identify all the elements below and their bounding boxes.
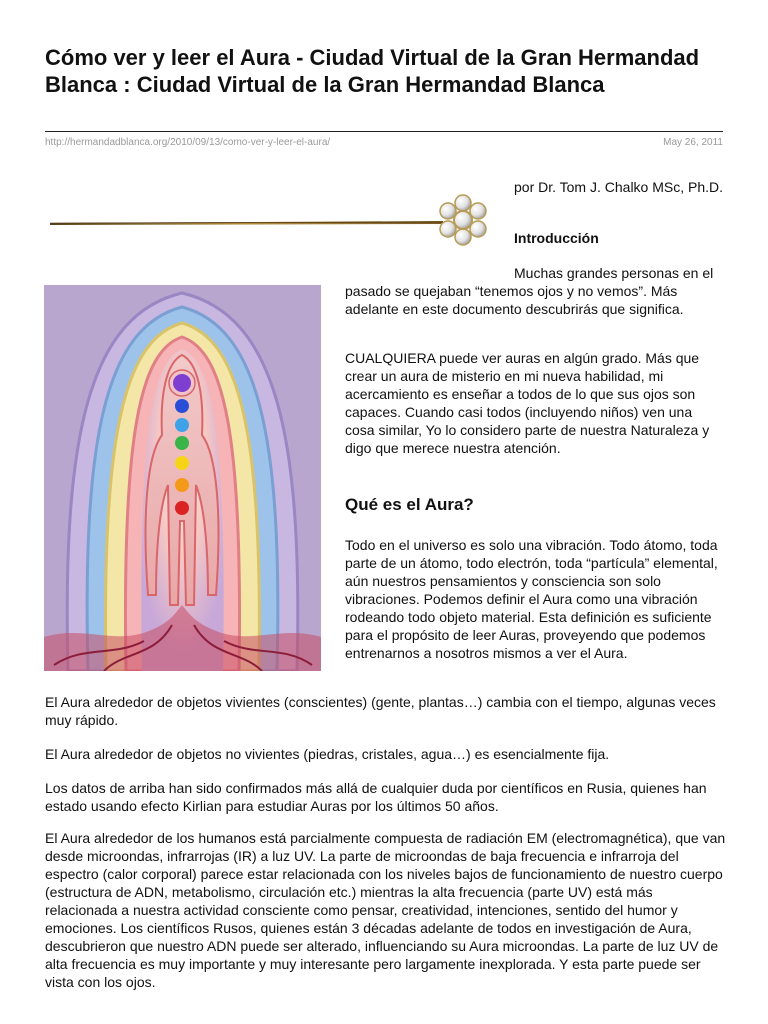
aura-illustration-image	[44, 285, 321, 671]
paragraph-4: El Aura alrededor de objetos vivientes (conscientes) (gente, plantas…) cambia con el tiempo, algunas veces muy rápido.	[45, 694, 716, 728]
source-url-link[interactable]: http://hermandadblanca.org/2010/09/13/como-ver-y-leer-el-aura/	[45, 137, 331, 148]
publish-date: May 26, 2011	[663, 137, 723, 148]
paragraph-7: El Aura alrededor de los humanos está parcialmente compuesta de radiación EM (electromagnética), que van desde microondas, infrarrojas (IR) a luz UV. La parte de microondas de baja frecuencia e infrarroja del espectro (calor corporal) parece estar relacionada con los niveles bajos de funcionamiento de nuestro cuerpo (estructura de ADN, metabolismo, circulación etc.) mientras la alta frecuencia (parte UV) está más relacionada a nuestra actividad consciente como pensar, creatividad, intenciones, sentido del humor y emociones. Los científicos Rusos, quienes están 3 décadas adelante de todos en investigación de Aura, descubrieron que nuestro ADN puede ser alterado, influenciando su Aura microondas. La parte de luz UV de alta frecuencia es muy importante y muy interesante pero largamente inexplorada. Y esta parte puede ser vista con los ojos.	[45, 830, 726, 990]
article-meta	[45, 131, 723, 148]
decorative-flower-pin-image	[48, 190, 490, 250]
intro-heading: Introducción	[514, 230, 599, 246]
page-title: Cómo ver y leer el Aura - Ciudad Virtual de la Gran Hermandad Blanca : Ciudad Virtual de la Gran Hermandad Blanca	[45, 45, 700, 97]
paragraph-3: Todo en el universo es solo una vibración. Todo átomo, toda parte de un átomo, todo electrón, toda “partícula” elemental, aún nuestros pensamientos y consciencia son solo vibraciones. Podemos definir el Aura como una vibración rodeando todo objeto material. Esta definición es suficiente para el propósito de leer Auras, proveyendo que podemos entrenarnos a nosotros mismos a ver el Aura.	[345, 537, 718, 661]
section-heading: Qué es el Aura?	[345, 495, 474, 514]
paragraph-6: Los datos de arriba han sido confirmados más allá de cualquier duda por científicos en Rusia, quienes han estado usando efecto Kirlian para estudiar Auras por los últimos 50 años.	[45, 780, 707, 814]
paragraph-2: CUALQUIERA puede ver auras en algún grado. Más que crear un aura de misterio en mi nueva habilidad, mi acercamiento es enseñar a todos de lo que sus ojos son capaces. Cuando casi todos (incluyendo niños) ven una cosa similar, Yo lo considero parte de nuestra Naturaleza y digo que merece nuestra atención.	[345, 350, 710, 456]
paragraph-5: El Aura alrededor de objetos no vivientes (piedras, cristales, agua…) es esencialmente fija.	[45, 746, 610, 762]
author-line: por Dr. Tom J. Chalko MSc, Ph.D.	[514, 179, 724, 195]
paragraph-1: Muchas grandes personas en el pasado se quejaban “tenemos ojos y no vemos”. Más adelante en este documento descubrirás que significa.	[345, 265, 714, 317]
